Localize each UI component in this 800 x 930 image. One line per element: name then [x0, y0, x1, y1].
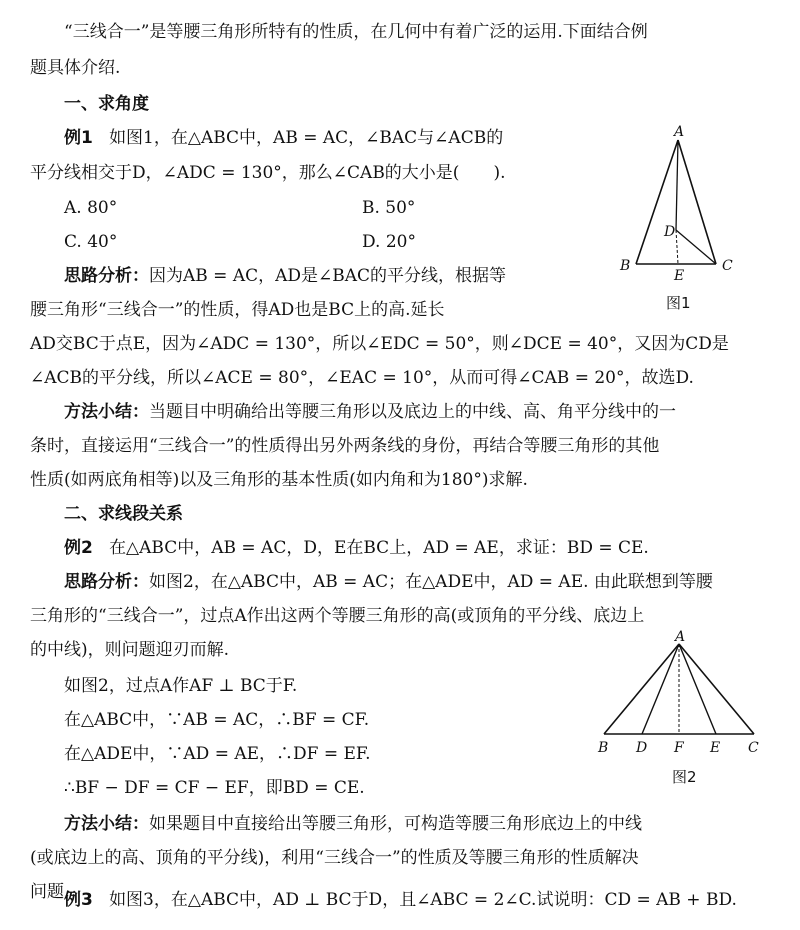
- figure-2-caption: 图2: [672, 768, 697, 786]
- ex2-analysis-1: [64, 572, 713, 592]
- ex1-label: 例1: [64, 128, 93, 148]
- ex2-method-text-1: 如果题目中直接给出等腰三角形，可构造等腰三角形底边上的中线: [149, 814, 642, 834]
- ex1-method-3: 性质(如两底角相等)以及三角形的基本性质(如内角和为180°)求解.: [30, 470, 528, 490]
- fig1-label-b: B: [620, 258, 631, 274]
- section2-title: 二、求线段关系: [64, 504, 183, 524]
- ex2-analysis-2: 三角形的“三线合一”，过点A作出这两个等腰三角形的高(或顶角的平分线、底边上: [30, 606, 645, 626]
- ex2-analysis-text-1: 如图2，在△ABC中，AB = AC；在△ADE中，AD = AE. 由此联想到等腰: [149, 572, 713, 592]
- figure-1-diagram: [610, 122, 750, 282]
- ex2-proof-1: 如图2，过点A作AF ⊥ BC于F.: [64, 676, 298, 696]
- ex2-text-1: 在△ABC中，AB = AC，D，E在BC上，AD = AE，求证：BD = CE.: [109, 538, 649, 558]
- ex1-method-1: [64, 402, 676, 422]
- fig1-label-d: D: [664, 224, 676, 240]
- fig1-label-e: E: [674, 268, 685, 282]
- fig2-label-c: C: [748, 740, 759, 756]
- ex1-analysis-1: [64, 266, 506, 286]
- ex1-analysis-text-1: 因为AB = AC，AD是∠BAC的平分线，根据等: [149, 266, 507, 286]
- ex2-method-2: (或底边上的高、顶角的平分线)，利用“三线合一”的性质及等腰三角形的性质解决: [30, 848, 639, 868]
- figure-2-diagram: [590, 630, 780, 760]
- option-d: D. 20°: [362, 232, 416, 252]
- ex2-method-3: 问题.: [30, 882, 70, 902]
- ex1-analysis-4: ∠ACB的平分线，所以∠ACE = 80°，∠EAC = 10°，从而可得∠CAB = 20°，故选D.: [30, 368, 694, 388]
- ex1-method-2: 条时，直接运用“三线合一”的性质得出另外两条线的身份，再结合等腰三角形的其他: [30, 436, 660, 456]
- ex1-method-label: 方法小结：: [64, 402, 149, 422]
- ex1-method-text-1: 当题目中明确给出等腰三角形以及底边上的中线、高、角平分线中的一: [149, 402, 676, 422]
- ex3-label: 例3: [64, 890, 93, 910]
- fig1-label-c: C: [722, 258, 733, 274]
- ex1-analysis-2: 腰三角形“三线合一”的性质，得AD也是BC上的高.延长: [30, 300, 445, 320]
- ex2-method-1: [64, 814, 642, 834]
- ex2-analysis-label: 思路分析：: [64, 572, 149, 592]
- ex1-line-1: [64, 128, 503, 148]
- ex2-analysis-3: 的中线)，则问题迎刃而解.: [30, 640, 230, 660]
- intro-line-2: 题具体介绍.: [30, 58, 121, 78]
- section1-title: 一、求角度: [64, 94, 149, 114]
- ex2-method-label: 方法小结：: [64, 814, 149, 834]
- ex2-line-1: [64, 538, 649, 558]
- figure-1-caption: 图1: [666, 294, 691, 312]
- intro-line-1: “三线合一”是等腰三角形所特有的性质，在几何中有着广泛的运用.下面结合例: [64, 22, 648, 42]
- ex1-line-2: 平分线相交于D，∠ADC = 130°，那么∠CAB的大小是( ).: [30, 163, 506, 183]
- ex3-text-1: 如图3，在△ABC中，AD ⊥ BC于D，且∠ABC = 2∠C.试说明：CD = AB + BD.: [109, 890, 737, 910]
- figure-1: [610, 122, 750, 282]
- ex3-line-1: [64, 890, 737, 910]
- ex2-proof-4: ∴BF − DF = CF − EF，即BD = CE.: [64, 778, 365, 798]
- ex1-text-1: 如图1，在△ABC中，AB = AC，∠BAC与∠ACB的: [109, 128, 504, 148]
- fig2-label-b: B: [598, 740, 609, 756]
- ex1-analysis-label: 思路分析：: [64, 266, 149, 286]
- ex2-label: 例2: [64, 538, 93, 558]
- figure-2: [590, 630, 780, 760]
- option-a: A. 80°: [64, 198, 118, 218]
- fig2-label-a: A: [675, 630, 686, 645]
- fig2-label-d: D: [636, 740, 648, 756]
- ex1-analysis-3: AD交BC于点E，因为∠ADC = 130°，所以∠EDC = 50°，则∠DCE = 40°，又因为CD是: [30, 334, 729, 354]
- ex2-proof-3: 在△ADE中，∵AD = AE，∴DF = EF.: [64, 744, 371, 764]
- option-c: C. 40°: [64, 232, 118, 252]
- fig2-label-f: F: [674, 740, 684, 756]
- fig1-label-a: A: [674, 124, 685, 140]
- fig2-label-e: E: [710, 740, 721, 756]
- option-b: B. 50°: [362, 198, 416, 218]
- ex2-proof-2: 在△ABC中，∵AB = AC，∴BF = CF.: [64, 710, 370, 730]
